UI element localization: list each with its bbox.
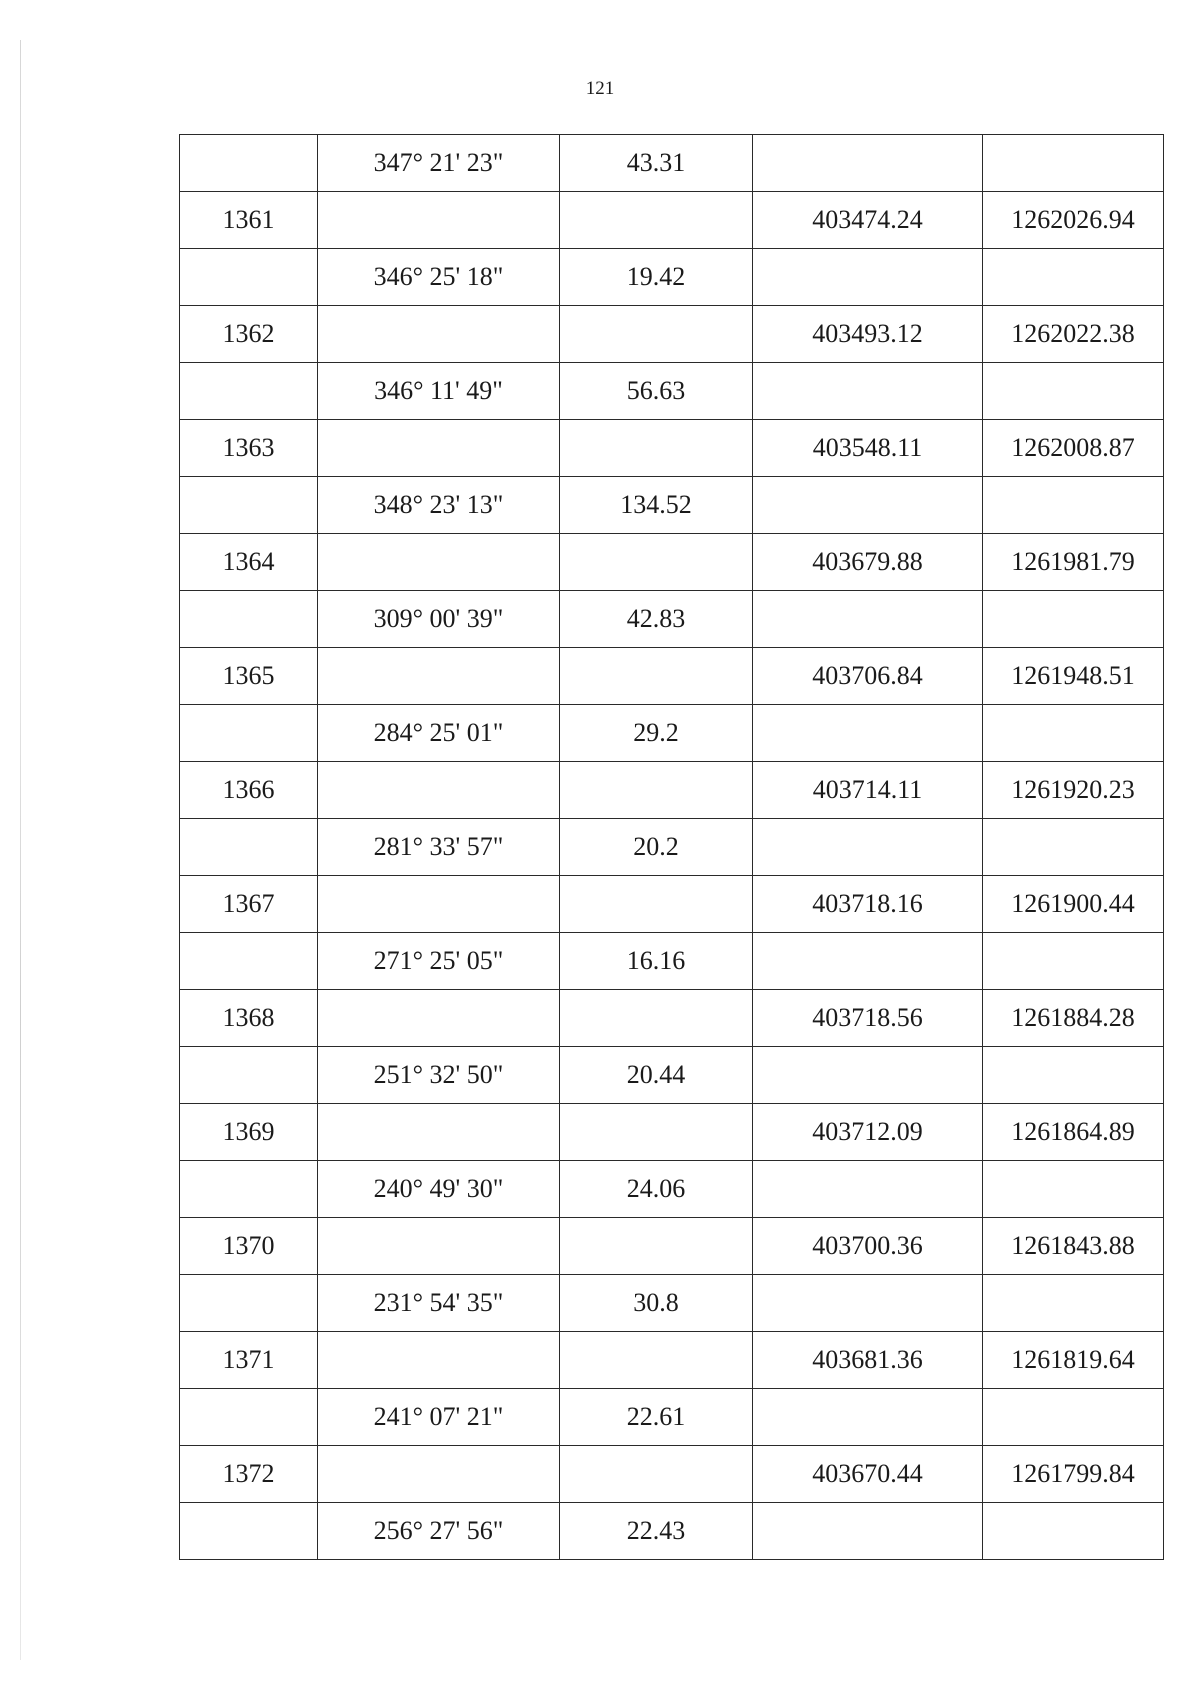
table-row — [180, 762, 1164, 819]
station-cell — [180, 1047, 318, 1104]
northing-cell: 403681.36 — [753, 1332, 983, 1389]
northing-cell — [753, 1161, 983, 1218]
station-cell — [180, 135, 318, 192]
easting-cell: 1261884.28 — [983, 990, 1164, 1047]
northing-cell: 403679.88 — [753, 534, 983, 591]
easting-cell: 1262026.94 — [983, 192, 1164, 249]
distance-cell — [560, 1218, 753, 1275]
distance-cell — [560, 1332, 753, 1389]
station-cell — [180, 819, 318, 876]
easting-cell: 1261819.64 — [983, 1332, 1164, 1389]
northing-cell — [753, 249, 983, 306]
distance-cell: 29.2 — [560, 705, 753, 762]
table-row — [180, 933, 1164, 990]
distance-cell: 22.61 — [560, 1389, 753, 1446]
bearing-cell — [318, 306, 560, 363]
scan-edge-shadow — [20, 40, 21, 1660]
northing-cell: 403706.84 — [753, 648, 983, 705]
table-row — [180, 363, 1164, 420]
distance-cell — [560, 420, 753, 477]
bearing-cell — [318, 420, 560, 477]
bearing-cell — [318, 990, 560, 1047]
distance-cell: 19.42 — [560, 249, 753, 306]
easting-cell — [983, 135, 1164, 192]
station-cell: 1367 — [180, 876, 318, 933]
northing-cell: 403718.56 — [753, 990, 983, 1047]
bearing-cell: 271° 25' 05" — [318, 933, 560, 990]
easting-cell — [983, 1047, 1164, 1104]
distance-cell: 20.44 — [560, 1047, 753, 1104]
bearing-cell — [318, 1332, 560, 1389]
station-cell — [180, 705, 318, 762]
bearing-cell: 251° 32' 50" — [318, 1047, 560, 1104]
table-row — [180, 306, 1164, 363]
distance-cell: 42.83 — [560, 591, 753, 648]
bearing-cell: 348° 23' 13" — [318, 477, 560, 534]
station-cell: 1363 — [180, 420, 318, 477]
bearing-cell — [318, 876, 560, 933]
table-row — [180, 990, 1164, 1047]
distance-cell: 24.06 — [560, 1161, 753, 1218]
distance-cell — [560, 534, 753, 591]
easting-cell: 1261948.51 — [983, 648, 1164, 705]
bearing-cell: 231° 54' 35" — [318, 1275, 560, 1332]
northing-cell — [753, 1389, 983, 1446]
station-cell — [180, 1503, 318, 1560]
station-cell: 1369 — [180, 1104, 318, 1161]
distance-cell — [560, 648, 753, 705]
easting-cell — [983, 591, 1164, 648]
easting-cell — [983, 705, 1164, 762]
easting-cell: 1261900.44 — [983, 876, 1164, 933]
distance-cell: 56.63 — [560, 363, 753, 420]
table-row — [180, 1104, 1164, 1161]
table-row — [180, 249, 1164, 306]
northing-cell: 403712.09 — [753, 1104, 983, 1161]
bearing-cell — [318, 1446, 560, 1503]
northing-cell — [753, 933, 983, 990]
table-row — [180, 1389, 1164, 1446]
station-cell — [180, 933, 318, 990]
bearing-cell: 346° 11' 49" — [318, 363, 560, 420]
easting-cell — [983, 1503, 1164, 1560]
easting-cell — [983, 1161, 1164, 1218]
table-row — [180, 648, 1164, 705]
distance-cell: 43.31 — [560, 135, 753, 192]
northing-cell — [753, 705, 983, 762]
bearing-cell — [318, 534, 560, 591]
station-cell — [180, 249, 318, 306]
station-cell: 1361 — [180, 192, 318, 249]
station-cell — [180, 363, 318, 420]
easting-cell: 1261920.23 — [983, 762, 1164, 819]
station-cell: 1370 — [180, 1218, 318, 1275]
table-row — [180, 420, 1164, 477]
table-row — [180, 819, 1164, 876]
table-row — [180, 135, 1164, 192]
northing-cell: 403714.11 — [753, 762, 983, 819]
northing-cell — [753, 1047, 983, 1104]
table-row — [180, 534, 1164, 591]
easting-cell: 1261843.88 — [983, 1218, 1164, 1275]
station-cell: 1366 — [180, 762, 318, 819]
station-cell: 1368 — [180, 990, 318, 1047]
table-row — [180, 705, 1164, 762]
table-row — [180, 1446, 1164, 1503]
bearing-cell — [318, 1104, 560, 1161]
northing-cell — [753, 363, 983, 420]
bearing-cell — [318, 648, 560, 705]
northing-cell — [753, 819, 983, 876]
easting-cell — [983, 819, 1164, 876]
station-cell — [180, 477, 318, 534]
distance-cell: 22.43 — [560, 1503, 753, 1560]
easting-cell: 1261864.89 — [983, 1104, 1164, 1161]
northing-cell — [753, 1275, 983, 1332]
easting-cell: 1262022.38 — [983, 306, 1164, 363]
easting-cell — [983, 933, 1164, 990]
northing-cell — [753, 1503, 983, 1560]
easting-cell — [983, 1275, 1164, 1332]
table-body — [180, 135, 1164, 1560]
easting-cell — [983, 1389, 1164, 1446]
distance-cell — [560, 1446, 753, 1503]
station-cell — [180, 1389, 318, 1446]
table-row — [180, 1218, 1164, 1275]
distance-cell: 16.16 — [560, 933, 753, 990]
bearing-cell: 256° 27' 56" — [318, 1503, 560, 1560]
bearing-cell — [318, 192, 560, 249]
bearing-cell: 309° 00' 39" — [318, 591, 560, 648]
distance-cell: 20.2 — [560, 819, 753, 876]
easting-cell: 1262008.87 — [983, 420, 1164, 477]
bearing-cell: 347° 21' 23" — [318, 135, 560, 192]
distance-cell: 134.52 — [560, 477, 753, 534]
bearing-cell: 346° 25' 18" — [318, 249, 560, 306]
traverse-table — [179, 134, 1164, 1560]
station-cell: 1371 — [180, 1332, 318, 1389]
northing-cell — [753, 477, 983, 534]
distance-cell — [560, 1104, 753, 1161]
easting-cell: 1261981.79 — [983, 534, 1164, 591]
table-row — [180, 1503, 1164, 1560]
station-cell — [180, 1161, 318, 1218]
table-row — [180, 591, 1164, 648]
table-row — [180, 477, 1164, 534]
page-number: 121 — [585, 78, 615, 99]
distance-cell — [560, 306, 753, 363]
table-row — [180, 1047, 1164, 1104]
bearing-cell: 241° 07' 21" — [318, 1389, 560, 1446]
northing-cell: 403493.12 — [753, 306, 983, 363]
easting-cell — [983, 249, 1164, 306]
station-cell — [180, 591, 318, 648]
northing-cell: 403670.44 — [753, 1446, 983, 1503]
distance-cell — [560, 762, 753, 819]
station-cell: 1365 — [180, 648, 318, 705]
bearing-cell: 284° 25' 01" — [318, 705, 560, 762]
easting-cell — [983, 363, 1164, 420]
distance-cell: 30.8 — [560, 1275, 753, 1332]
distance-cell — [560, 876, 753, 933]
distance-cell — [560, 192, 753, 249]
northing-cell: 403548.11 — [753, 420, 983, 477]
bearing-cell: 281° 33' 57" — [318, 819, 560, 876]
station-cell: 1362 — [180, 306, 318, 363]
bearing-cell — [318, 762, 560, 819]
station-cell: 1372 — [180, 1446, 318, 1503]
table-row — [180, 1161, 1164, 1218]
bearing-cell — [318, 1218, 560, 1275]
table-row — [180, 1275, 1164, 1332]
northing-cell: 403700.36 — [753, 1218, 983, 1275]
northing-cell — [753, 591, 983, 648]
northing-cell — [753, 135, 983, 192]
table-row — [180, 876, 1164, 933]
table-row — [180, 192, 1164, 249]
northing-cell: 403474.24 — [753, 192, 983, 249]
distance-cell — [560, 990, 753, 1047]
table-row — [180, 1332, 1164, 1389]
northing-cell: 403718.16 — [753, 876, 983, 933]
bearing-cell: 240° 49' 30" — [318, 1161, 560, 1218]
easting-cell: 1261799.84 — [983, 1446, 1164, 1503]
easting-cell — [983, 477, 1164, 534]
station-cell: 1364 — [180, 534, 318, 591]
station-cell — [180, 1275, 318, 1332]
